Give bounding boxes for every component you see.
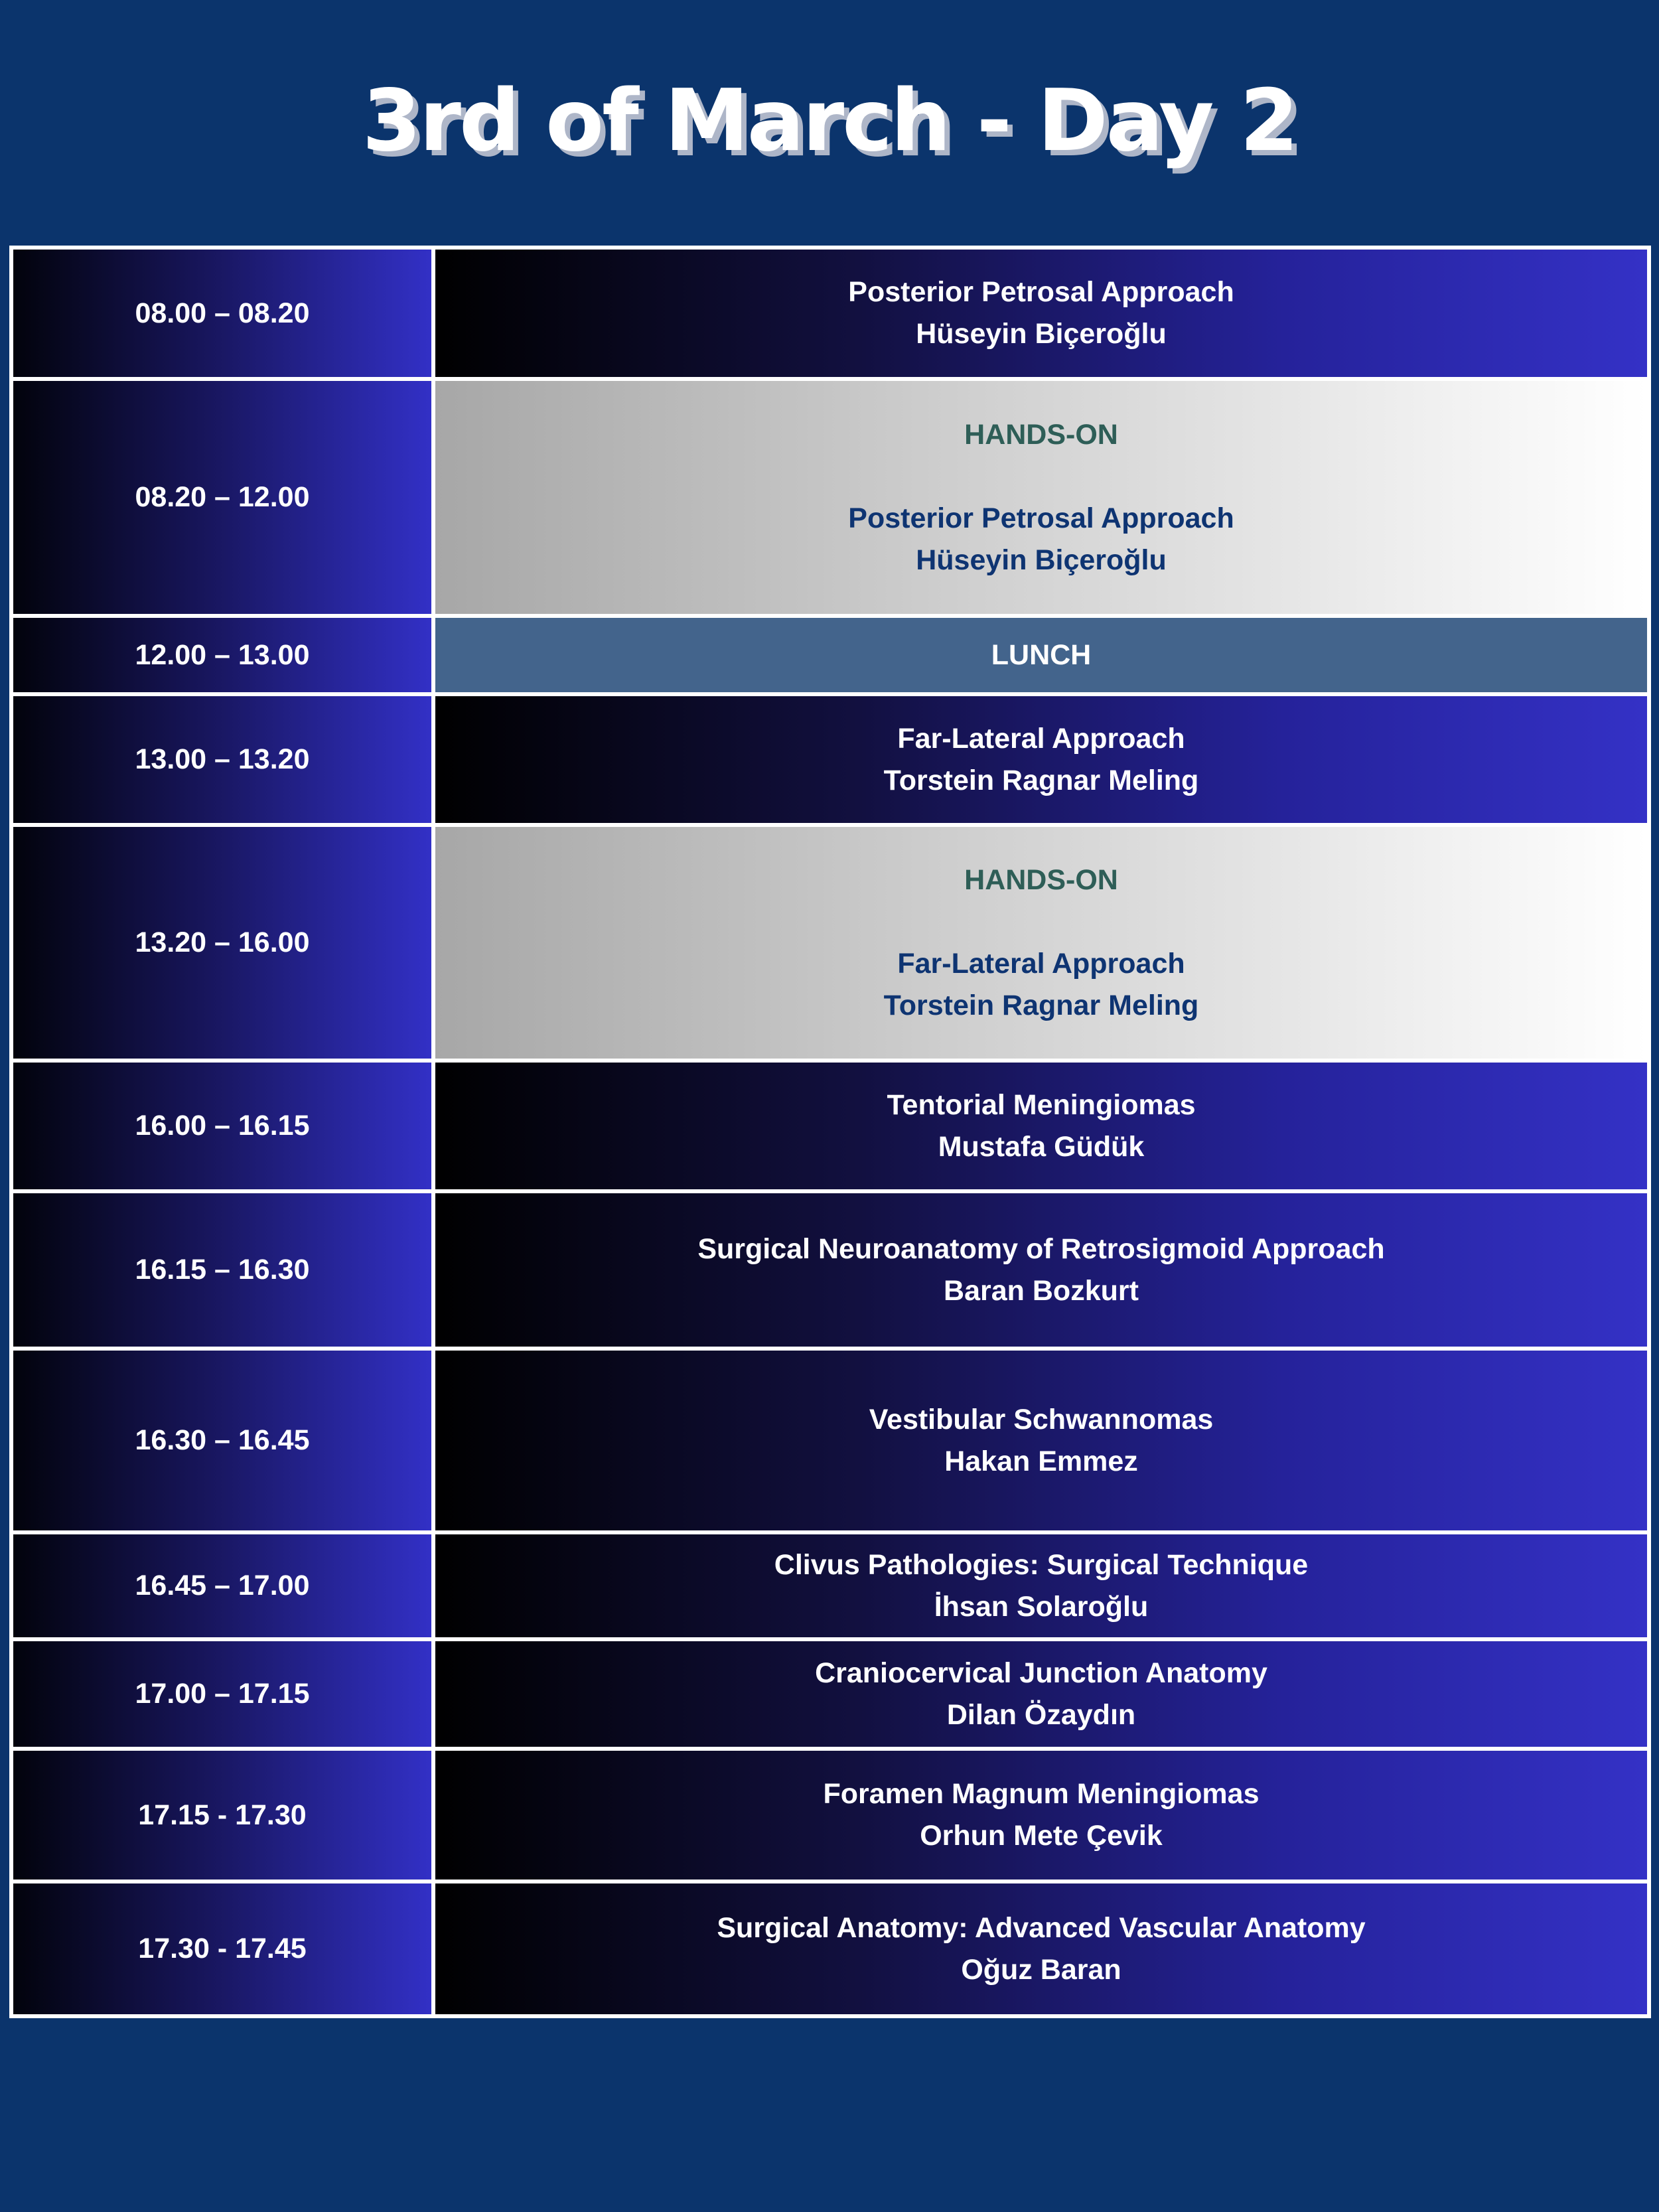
session-time: 17.15 - 17.30 — [13, 1751, 435, 1880]
session-details — [435, 1641, 1651, 1747]
hands-on-tag: HANDS-ON — [964, 863, 1118, 896]
session-details — [435, 1063, 1651, 1189]
schedule-row — [13, 1751, 1651, 1883]
session-topic: Posterior Petrosal Approach — [848, 276, 1234, 308]
session-speaker: Mustafa Güdük — [938, 1130, 1145, 1163]
session-time: 08.20 – 12.00 — [13, 381, 435, 614]
session-speaker: Hüseyin Biçeroğlu — [916, 544, 1167, 576]
session-details — [435, 827, 1651, 1059]
session-details — [435, 696, 1651, 823]
session-topic: Posterior Petrosal Approach — [848, 502, 1234, 534]
session-details — [435, 381, 1651, 614]
session-time: 12.00 – 13.00 — [13, 618, 435, 692]
session-topic: Vestibular Schwannomas — [869, 1403, 1214, 1436]
session-speaker: İhsan Solaroğlu — [934, 1590, 1149, 1623]
session-time: 16.45 – 17.00 — [13, 1534, 435, 1637]
session-details — [435, 1534, 1651, 1637]
session-time: 13.00 – 13.20 — [13, 696, 435, 823]
session-speaker: Torstein Ragnar Meling — [883, 764, 1199, 796]
session-topic: Craniocervical Junction Anatomy — [815, 1657, 1267, 1689]
session-time: 17.00 – 17.15 — [13, 1641, 435, 1747]
session-speaker: Hakan Emmez — [944, 1445, 1138, 1477]
lunch-label: LUNCH — [991, 638, 1092, 671]
session-speaker: Dilan Özaydın — [946, 1698, 1136, 1731]
session-details — [435, 1751, 1651, 1880]
session-details — [435, 1193, 1651, 1347]
session-time: 16.30 – 16.45 — [13, 1351, 435, 1530]
schedule-row — [13, 827, 1651, 1063]
schedule-row — [13, 250, 1651, 381]
schedule-table — [9, 246, 1651, 2018]
session-topic: Surgical Anatomy: Advanced Vascular Anatomy — [717, 1911, 1366, 1944]
session-time: 08.00 – 08.20 — [13, 250, 435, 377]
session-topic: Surgical Neuroanatomy of Retrosigmoid Approach — [697, 1232, 1385, 1265]
session-details — [435, 250, 1651, 377]
lunch-break — [435, 618, 1651, 692]
session-details — [435, 1883, 1651, 2014]
session-time: 17.30 - 17.45 — [13, 1883, 435, 2014]
page-title: 3rd of March - Day 2 — [362, 72, 1297, 171]
session-topic: Far-Lateral Approach — [897, 947, 1185, 980]
hands-on-tag: HANDS-ON — [964, 418, 1118, 451]
schedule-row — [13, 1193, 1651, 1351]
session-time: 16.15 – 16.30 — [13, 1193, 435, 1347]
session-speaker: Torstein Ragnar Meling — [883, 989, 1199, 1021]
session-topic: Foramen Magnum Meningiomas — [823, 1778, 1260, 1810]
schedule-row — [13, 1351, 1651, 1534]
schedule-row — [13, 618, 1651, 696]
session-speaker: Baran Bozkurt — [944, 1274, 1139, 1307]
session-time: 16.00 – 16.15 — [13, 1063, 435, 1189]
session-topic: Tentorial Meningiomas — [887, 1088, 1196, 1121]
schedule-row — [13, 1063, 1651, 1193]
schedule-row — [13, 1534, 1651, 1641]
schedule-row — [13, 1883, 1651, 2018]
session-speaker: Oğuz Baran — [961, 1953, 1121, 1986]
session-speaker: Hüseyin Biçeroğlu — [916, 318, 1167, 350]
session-time: 13.20 – 16.00 — [13, 827, 435, 1059]
schedule-row — [13, 696, 1651, 827]
session-topic: Clivus Pathologies: Surgical Technique — [774, 1548, 1309, 1581]
schedule-row — [13, 381, 1651, 618]
session-details — [435, 1351, 1651, 1530]
session-topic: Far-Lateral Approach — [897, 722, 1185, 755]
schedule-row — [13, 1641, 1651, 1751]
session-speaker: Orhun Mete Çevik — [920, 1820, 1163, 1852]
